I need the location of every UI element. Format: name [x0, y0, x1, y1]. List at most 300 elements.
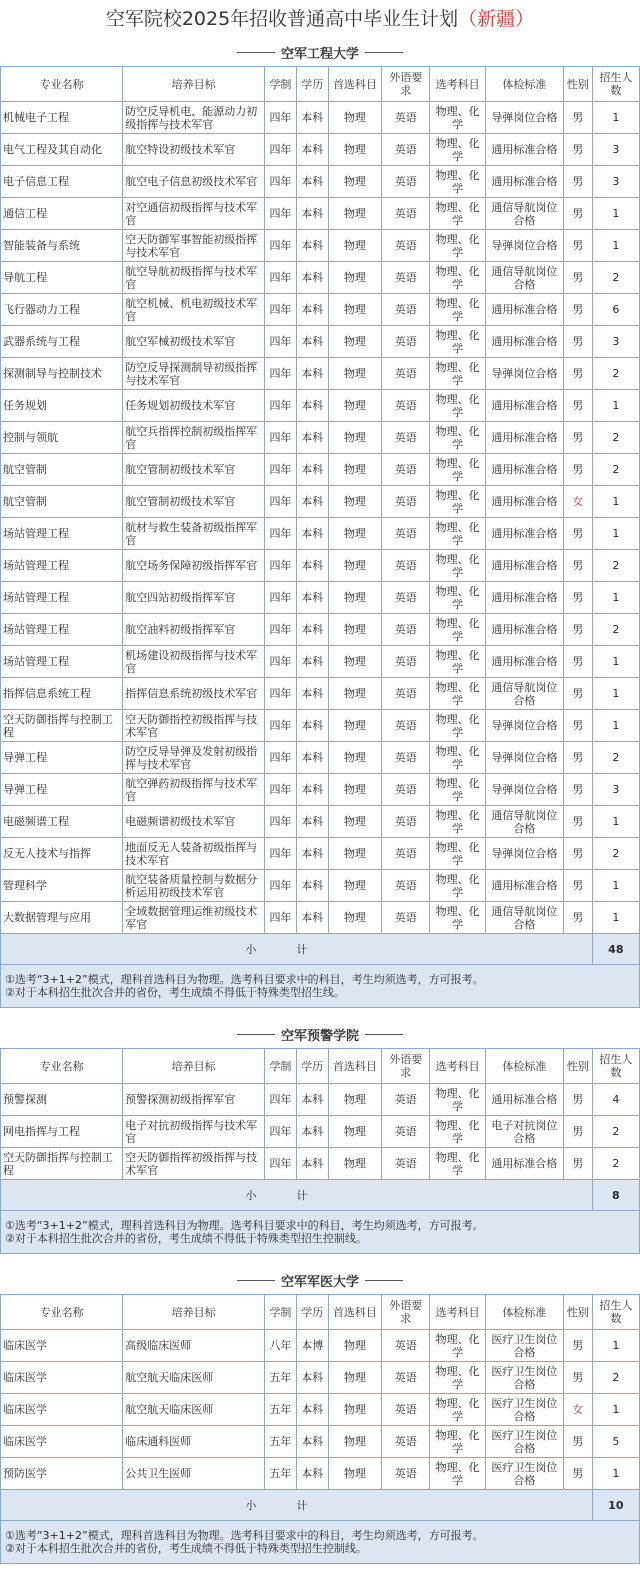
note-line: ②对于本科招生批次合并的省份，考生成绩不得低于特殊类型招生控制线。	[5, 1542, 367, 1555]
table-cell: 英语	[382, 582, 430, 614]
table-cell: 武器系统与工程	[1, 326, 123, 358]
table-row	[1, 358, 640, 390]
table-cell: 机械电子工程	[1, 102, 123, 134]
table-cell: 物理、化学	[430, 1426, 485, 1458]
table-cell: 电子对抗初级指挥与技术军官	[123, 1116, 265, 1148]
table-cell: 男	[563, 422, 592, 454]
table-cell: 3	[592, 774, 639, 806]
table-cell: 场站管理工程	[1, 582, 123, 614]
table-cell: 物理、化学	[430, 262, 485, 294]
table-cell: 英语	[382, 102, 430, 134]
table-row	[1, 1116, 640, 1148]
note-line: ②对于本科招生批次合并的省份，考生成绩不得低于特殊类型招生控制线。	[5, 1232, 367, 1245]
table-cell: 本科	[296, 678, 328, 710]
table-cell: 物理、化学	[430, 1362, 485, 1394]
table-row	[1, 1394, 640, 1426]
table-cell: 物理、化学	[430, 134, 485, 166]
table-cell: 英语	[382, 646, 430, 678]
table-cell: 通用标准合格	[485, 614, 563, 646]
table-cell: 男	[563, 1330, 592, 1362]
table-cell: 预警探测	[1, 1084, 123, 1116]
table-cell: 物理、化学	[430, 1394, 485, 1426]
table-cell: 物理	[328, 614, 381, 646]
table-cell: 防空反导导弹及发射初级指挥与技术军官	[123, 742, 265, 774]
table-cell: 2	[592, 1116, 639, 1148]
table-cell: 男	[563, 870, 592, 902]
table-cell: 物理、化学	[430, 774, 485, 806]
table-cell: 物理	[328, 646, 381, 678]
title-rule-right	[365, 52, 403, 53]
table-cell: 英语	[382, 742, 430, 774]
table-cell: 四年	[265, 1084, 297, 1116]
table-cell: 本科	[296, 838, 328, 870]
table-cell: 通信导航岗位合格	[485, 262, 563, 294]
table-cell: 物理、化学	[430, 326, 485, 358]
table-row	[1, 198, 640, 230]
table-cell: 航空导航初级指挥与技术军官	[123, 262, 265, 294]
table-cell: 四年	[265, 710, 297, 742]
table-cell: 1	[592, 678, 639, 710]
table-row	[1, 1426, 640, 1458]
table-cell: 高级临床医师	[123, 1330, 265, 1362]
table-cell: 物理	[328, 422, 381, 454]
column-header: 招生人数	[592, 67, 639, 102]
table-cell: 五年	[265, 1458, 297, 1490]
section-gap	[0, 1008, 640, 1020]
table-cell: 英语	[382, 390, 430, 422]
table-cell: 男	[563, 102, 592, 134]
table-cell: 临床医学	[1, 1394, 123, 1426]
enrollment-table	[0, 66, 640, 1008]
table-cell: 男	[563, 1116, 592, 1148]
table-cell: 3	[592, 326, 639, 358]
table-cell: 物理	[328, 454, 381, 486]
table-cell: 四年	[265, 838, 297, 870]
table-cell: 八年	[265, 1330, 297, 1362]
table-cell: 电气工程及其自动化	[1, 134, 123, 166]
table-cell: 物理、化学	[430, 1458, 485, 1490]
table-cell: 本科	[296, 710, 328, 742]
table-cell: 物理、化学	[430, 1116, 485, 1148]
table-cell: 电子对抗岗位合格	[485, 1116, 563, 1148]
table-cell: 英语	[382, 166, 430, 198]
table-cell: 指挥信息系统工程	[1, 678, 123, 710]
table-row	[1, 1458, 640, 1490]
table-cell: 1	[592, 870, 639, 902]
table-cell: 物理	[328, 486, 381, 518]
table-cell: 四年	[265, 358, 297, 390]
page-title	[0, 0, 640, 38]
table-cell: 航材与救生装备初级指挥军官	[123, 518, 265, 550]
table-cell: 通用标准合格	[485, 134, 563, 166]
table-cell: 1	[592, 1394, 639, 1426]
table-cell: 四年	[265, 678, 297, 710]
notes-cell	[1, 1211, 640, 1254]
table-cell: 物理	[328, 806, 381, 838]
column-header: 首选科目	[328, 1295, 381, 1330]
table-cell: 男	[563, 1084, 592, 1116]
table-cell: 物理	[328, 1362, 381, 1394]
table-cell: 五年	[265, 1394, 297, 1426]
column-header: 选考科目	[430, 1049, 485, 1084]
column-header: 学历	[296, 67, 328, 102]
table-cell: 物理、化学	[430, 198, 485, 230]
table-cell: 临床医学	[1, 1426, 123, 1458]
table-cell: 男	[563, 614, 592, 646]
table-cell: 本博	[296, 1330, 328, 1362]
table-cell: 场站管理工程	[1, 614, 123, 646]
table-cell: 男	[563, 230, 592, 262]
table-cell: 英语	[382, 710, 430, 742]
table-cell: 女	[563, 1394, 592, 1426]
table-cell: 本科	[296, 422, 328, 454]
table-cell: 航空管制初级技术军官	[123, 486, 265, 518]
column-header: 专业名称	[1, 1049, 123, 1084]
column-header: 外语要求	[382, 67, 430, 102]
column-header: 体检标准	[485, 67, 563, 102]
table-cell: 医疗卫生岗位合格	[485, 1458, 563, 1490]
unit-title	[0, 1020, 640, 1048]
table-cell: 男	[563, 1426, 592, 1458]
table-cell: 物理	[328, 166, 381, 198]
subtotal-label: 小计	[1, 1180, 593, 1211]
table-cell: 英语	[382, 518, 430, 550]
table-cell: 物理、化学	[430, 390, 485, 422]
table-cell: 电子信息工程	[1, 166, 123, 198]
table-cell: 四年	[265, 774, 297, 806]
table-cell: 空天防御指挥与控制工程	[1, 710, 123, 742]
table-cell: 本科	[296, 486, 328, 518]
table-cell: 物理、化学	[430, 1148, 485, 1180]
table-cell: 地面反无人装备初级指挥与技术军官	[123, 838, 265, 870]
column-header: 首选科目	[328, 67, 381, 102]
table-cell: 物理	[328, 902, 381, 934]
table-cell: 男	[563, 198, 592, 230]
table-cell: 通用标准合格	[485, 550, 563, 582]
table-cell: 通用标准合格	[485, 518, 563, 550]
table-cell: 英语	[382, 134, 430, 166]
table-row	[1, 486, 640, 518]
table-row	[1, 102, 640, 134]
table-cell: 网电指挥与工程	[1, 1116, 123, 1148]
table-row	[1, 838, 640, 870]
table-cell: 四年	[265, 870, 297, 902]
table-cell: 指挥信息系统初级技术军官	[123, 678, 265, 710]
subtotal-row	[1, 934, 640, 965]
table-cell: 场站管理工程	[1, 550, 123, 582]
table-cell: 物理	[328, 870, 381, 902]
table-row	[1, 614, 640, 646]
notes-cell	[1, 1521, 640, 1564]
table-cell: 反无人技术与指挥	[1, 838, 123, 870]
table-cell: 本科	[296, 262, 328, 294]
table-row	[1, 230, 640, 262]
table-cell: 本科	[296, 198, 328, 230]
table-row	[1, 806, 640, 838]
table-cell: 英语	[382, 806, 430, 838]
table-cell: 四年	[265, 582, 297, 614]
table-cell: 飞行器动力工程	[1, 294, 123, 326]
column-header: 性别	[563, 67, 592, 102]
table-cell: 本科	[296, 358, 328, 390]
table-cell: 医疗卫生岗位合格	[485, 1394, 563, 1426]
table-cell: 四年	[265, 902, 297, 934]
table-cell: 管理科学	[1, 870, 123, 902]
table-cell: 通用标准合格	[485, 422, 563, 454]
subtotal-value: 8	[592, 1180, 639, 1211]
table-cell: 任务规划	[1, 390, 123, 422]
table-cell: 航空场务保障初级指挥军官	[123, 550, 265, 582]
table-cell: 本科	[296, 806, 328, 838]
table-cell: 机场建设初级指挥与技术军官	[123, 646, 265, 678]
table-cell: 控制与领航	[1, 422, 123, 454]
table-row	[1, 1362, 640, 1394]
table-cell: 本科	[296, 902, 328, 934]
table-cell: 1	[592, 390, 639, 422]
table-cell: 通用标准合格	[485, 870, 563, 902]
column-header: 性别	[563, 1049, 592, 1084]
table-cell: 通用标准合格	[485, 326, 563, 358]
table-cell: 英语	[382, 486, 430, 518]
table-cell: 1	[592, 1458, 639, 1490]
sections-container	[0, 38, 640, 1564]
table-cell: 对空通信初级指挥与技术军官	[123, 198, 265, 230]
table-cell: 男	[563, 902, 592, 934]
table-cell: 航空装备质量控制与数据分析运用初级技术军官	[123, 870, 265, 902]
table-cell: 公共卫生医师	[123, 1458, 265, 1490]
column-header: 学制	[265, 1049, 297, 1084]
table-row	[1, 262, 640, 294]
table-cell: 空天防御指挥与控制工程	[1, 1148, 123, 1180]
table-cell: 物理、化学	[430, 806, 485, 838]
table-cell: 英语	[382, 1148, 430, 1180]
table-cell: 5	[592, 1426, 639, 1458]
table-cell: 五年	[265, 1426, 297, 1458]
table-cell: 航空管制初级技术军官	[123, 454, 265, 486]
column-header: 学制	[265, 1295, 297, 1330]
table-cell: 航空四站初级指挥军官	[123, 582, 265, 614]
table-row	[1, 390, 640, 422]
table-cell: 通用标准合格	[485, 166, 563, 198]
table-cell: 医疗卫生岗位合格	[485, 1330, 563, 1362]
table-cell: 本科	[296, 454, 328, 486]
title-rule-left	[237, 52, 275, 53]
column-header: 招生人数	[592, 1295, 639, 1330]
table-cell: 五年	[265, 1362, 297, 1394]
table-cell: 英语	[382, 294, 430, 326]
table-cell: 本科	[296, 326, 328, 358]
table-cell: 3	[592, 166, 639, 198]
table-cell: 四年	[265, 1116, 297, 1148]
table-cell: 导弹岗位合格	[485, 774, 563, 806]
table-cell: 航空油料初级指挥军官	[123, 614, 265, 646]
table-cell: 物理、化学	[430, 230, 485, 262]
table-row	[1, 134, 640, 166]
table-cell: 本科	[296, 1362, 328, 1394]
table-cell: 本科	[296, 582, 328, 614]
table-cell: 本科	[296, 102, 328, 134]
table-cell: 英语	[382, 358, 430, 390]
table-cell: 男	[563, 838, 592, 870]
table-cell: 航空机械、机电初级技术军官	[123, 294, 265, 326]
table-cell: 物理、化学	[430, 358, 485, 390]
table-cell: 1	[592, 710, 639, 742]
table-cell: 物理	[328, 1458, 381, 1490]
table-cell: 电磁频谱初级技术军官	[123, 806, 265, 838]
table-cell: 预警探测初级指挥军官	[123, 1084, 265, 1116]
title-rule-left	[237, 1280, 275, 1281]
table-cell: 智能装备与系统	[1, 230, 123, 262]
table-cell: 本科	[296, 134, 328, 166]
table-cell: 2	[592, 550, 639, 582]
table-cell: 通用标准合格	[485, 582, 563, 614]
column-header: 选考科目	[430, 1295, 485, 1330]
table-cell: 导弹工程	[1, 774, 123, 806]
column-header: 培养目标	[123, 67, 265, 102]
table-cell: 预防医学	[1, 1458, 123, 1490]
table-cell: 英语	[382, 1458, 430, 1490]
unit-title	[0, 38, 640, 66]
note-line: ①选考“3+1+2”模式，理科首选科目为物理。选考科目要求中的科目，考生均须选考，方可报考。	[5, 1529, 484, 1542]
table-row	[1, 518, 640, 550]
table-cell: 英语	[382, 1330, 430, 1362]
notes-row	[1, 1521, 640, 1564]
table-cell: 四年	[265, 262, 297, 294]
table-cell: 导弹岗位合格	[485, 102, 563, 134]
table-cell: 男	[563, 1148, 592, 1180]
table-cell: 四年	[265, 614, 297, 646]
table-cell: 英语	[382, 230, 430, 262]
table-cell: 英语	[382, 262, 430, 294]
table-cell: 2	[592, 1148, 639, 1180]
table-row	[1, 550, 640, 582]
table-cell: 英语	[382, 422, 430, 454]
table-cell: 四年	[265, 198, 297, 230]
table-cell: 英语	[382, 326, 430, 358]
table-cell: 2	[592, 454, 639, 486]
table-cell: 物理	[328, 1394, 381, 1426]
table-cell: 4	[592, 1084, 639, 1116]
table-cell: 导弹岗位合格	[485, 230, 563, 262]
table-cell: 空天防御指挥初级指挥与技术军官	[123, 1148, 265, 1180]
table-cell: 物理、化学	[430, 870, 485, 902]
column-header: 学历	[296, 1295, 328, 1330]
table-cell: 物理	[328, 1116, 381, 1148]
table-cell: 空天防御指控初级指挥与技术军官	[123, 710, 265, 742]
table-cell: 航空兵指挥控制初级指挥军官	[123, 422, 265, 454]
table-cell: 物理	[328, 550, 381, 582]
table-cell: 本科	[296, 742, 328, 774]
table-row	[1, 1084, 640, 1116]
table-cell: 导弹岗位合格	[485, 742, 563, 774]
table-cell: 男	[563, 134, 592, 166]
table-cell: 物理	[328, 710, 381, 742]
table-cell: 物理、化学	[430, 1330, 485, 1362]
table-cell: 2	[592, 742, 639, 774]
table-cell: 本科	[296, 294, 328, 326]
table-cell: 电磁频谱工程	[1, 806, 123, 838]
table-cell: 女	[563, 486, 592, 518]
table-cell: 四年	[265, 646, 297, 678]
column-header: 体检标准	[485, 1295, 563, 1330]
table-row	[1, 870, 640, 902]
table-cell: 男	[563, 742, 592, 774]
table-cell: 物理、化学	[430, 422, 485, 454]
table-cell: 2	[592, 262, 639, 294]
note-line: ②对于本科招生批次合并的省份，考生成绩不得低于特殊类型招生线。	[5, 986, 345, 999]
table-row	[1, 582, 640, 614]
table-cell: 物理	[328, 294, 381, 326]
table-cell: 临床通科医师	[123, 1426, 265, 1458]
table-cell: 1	[592, 230, 639, 262]
table-cell: 任务规划初级技术军官	[123, 390, 265, 422]
table-cell: 物理	[328, 262, 381, 294]
table-cell: 物理、化学	[430, 166, 485, 198]
table-cell: 导弹工程	[1, 742, 123, 774]
table-cell: 四年	[265, 486, 297, 518]
table-cell: 本科	[296, 550, 328, 582]
table-cell: 物理、化学	[430, 486, 485, 518]
table-cell: 本科	[296, 870, 328, 902]
table-cell: 物理、化学	[430, 902, 485, 934]
table-cell: 1	[592, 518, 639, 550]
table-cell: 1	[592, 486, 639, 518]
table-row	[1, 1330, 640, 1362]
table-cell: 四年	[265, 326, 297, 358]
notes-cell	[1, 965, 640, 1008]
table-cell: 四年	[265, 102, 297, 134]
column-header: 学制	[265, 67, 297, 102]
table-cell: 英语	[382, 1426, 430, 1458]
table-cell: 本科	[296, 230, 328, 262]
table-cell: 全域数据管理运维初级技术军官	[123, 902, 265, 934]
column-header: 专业名称	[1, 1295, 123, 1330]
table-cell: 英语	[382, 550, 430, 582]
unit-title	[0, 1266, 640, 1294]
subtotal-value: 10	[592, 1490, 639, 1521]
table-cell: 英语	[382, 1394, 430, 1426]
table-cell: 航空管制	[1, 454, 123, 486]
table-row	[1, 294, 640, 326]
table-row	[1, 422, 640, 454]
table-cell: 物理	[328, 230, 381, 262]
header-row	[1, 1295, 640, 1330]
unit-name: 空军工程大学	[280, 46, 359, 62]
table-cell: 物理、化学	[430, 582, 485, 614]
table-cell: 本科	[296, 1148, 328, 1180]
table-cell: 物理	[328, 134, 381, 166]
table-cell: 物理、化学	[430, 294, 485, 326]
table-cell: 医疗卫生岗位合格	[485, 1362, 563, 1394]
table-row	[1, 742, 640, 774]
note-line: ①选考“3+1+2”模式，理科首选科目为物理。选考科目要求中的科目，考生均须选考，方可报考。	[5, 973, 484, 986]
table-cell: 1	[592, 806, 639, 838]
table-cell: 四年	[265, 166, 297, 198]
table-row	[1, 1148, 640, 1180]
table-cell: 1	[592, 1330, 639, 1362]
table-cell: 防空反导探测制导初级指挥与技术军官	[123, 358, 265, 390]
subtotal-row	[1, 1180, 640, 1211]
table-cell: 物理	[328, 198, 381, 230]
table-cell: 英语	[382, 870, 430, 902]
table-cell: 导弹岗位合格	[485, 710, 563, 742]
table-row	[1, 454, 640, 486]
table-cell: 物理	[328, 102, 381, 134]
column-header: 首选科目	[328, 1049, 381, 1084]
table-cell: 四年	[265, 518, 297, 550]
table-cell: 航空航天临床医师	[123, 1362, 265, 1394]
table-row	[1, 678, 640, 710]
